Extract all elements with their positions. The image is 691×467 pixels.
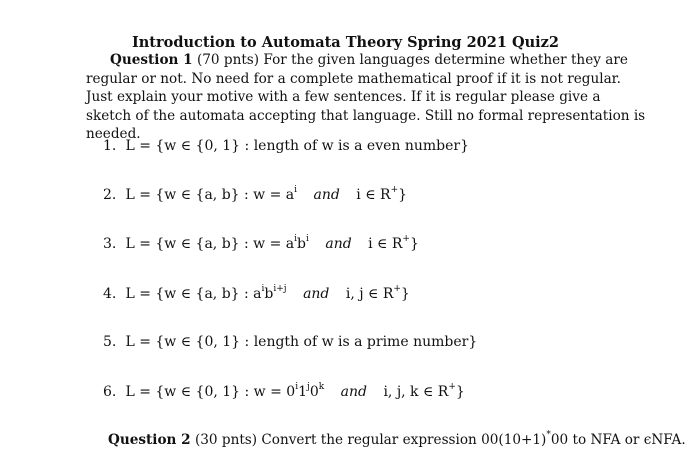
language-item-2 [103, 186, 407, 204]
item-condition-sup: + [390, 185, 399, 196]
item-prefix: L = {w ∈ {a, b} : w = a [125, 236, 295, 252]
item-prefix: L = {w ∈ {a, b} : a [125, 286, 262, 302]
item-and: and [303, 286, 330, 302]
item-condition-sup: + [402, 234, 410, 245]
item-mid-2: 0 [309, 384, 319, 400]
item-text: length of w is a even number [253, 138, 461, 154]
language-item-3 [103, 235, 419, 253]
question-1-paragraph [86, 51, 646, 144]
item-condition: i, j ∈ R [345, 286, 394, 302]
item-exponent: i [295, 382, 299, 393]
question-2-line [108, 431, 686, 449]
question-2-text-end: 00 to NFA or ϵNFA. [550, 432, 686, 448]
item-suffix: } [398, 187, 408, 203]
item-number: 6. [103, 384, 117, 400]
item-mid: b [264, 286, 274, 302]
question-1-text: For the given languages determine whether they are regular or not. No need for a complete mathematical proof if it is not regular. Just explain your motive with a few sentences. If it is regular please give a sketch of the automata accepting that language. Still no formal representation is needed. [86, 52, 646, 142]
item-suffix: } [460, 138, 470, 154]
item-exponent: i [294, 185, 298, 196]
question-1-points: (70 pnts) [196, 52, 260, 68]
item-and: and [313, 187, 340, 203]
item-and: and [340, 384, 367, 400]
item-exponent-2: j [307, 382, 310, 393]
question-1-label: Question 1 [110, 52, 193, 68]
item-prefix: L = {w ∈ {0, 1} : [125, 334, 254, 350]
item-number: 2. [103, 187, 117, 203]
question-2-label: Question 2 [108, 432, 191, 448]
language-item-5 [103, 333, 477, 351]
item-condition: i, j, k ∈ R [383, 384, 449, 400]
question-2-text: Convert the regular expression 00(10+1) [261, 432, 547, 448]
item-suffix: } [468, 334, 478, 350]
language-item-6 [103, 383, 465, 401]
item-prefix: L = {w ∈ {a, b} : w = a [125, 187, 295, 203]
item-mid: 1 [298, 384, 308, 400]
item-text: length of w is a prime number [253, 334, 469, 350]
item-condition-sup: + [448, 382, 456, 393]
item-mid: b [297, 236, 306, 252]
language-item-4 [103, 285, 410, 303]
language-item-1 [103, 137, 469, 155]
item-exponent-2: i+j [273, 284, 287, 295]
item-suffix: } [400, 286, 410, 302]
item-condition: i ∈ R [368, 236, 403, 252]
item-condition: i ∈ R [356, 187, 391, 203]
item-number: 5. [103, 334, 117, 350]
kleene-star: * [546, 430, 551, 441]
item-exponent: i [294, 234, 298, 245]
item-suffix: } [455, 384, 465, 400]
item-suffix: } [409, 236, 419, 252]
item-and: and [325, 236, 352, 252]
question-2-points: (30 pnts) [194, 432, 258, 448]
document-title: Introduction to Automata Theory Spring 2021 Quiz2 [131, 34, 559, 51]
item-exponent: i [261, 284, 265, 295]
item-number: 3. [103, 236, 117, 252]
item-exponent-3: k [318, 382, 325, 393]
item-number: 1. [103, 138, 117, 154]
item-prefix: L = {w ∈ {0, 1} : [125, 138, 254, 154]
item-condition-sup: + [393, 284, 401, 295]
item-exponent-2: i [306, 234, 309, 245]
item-number: 4. [103, 286, 117, 302]
item-prefix: L = {w ∈ {0, 1} : w = 0 [125, 384, 296, 400]
